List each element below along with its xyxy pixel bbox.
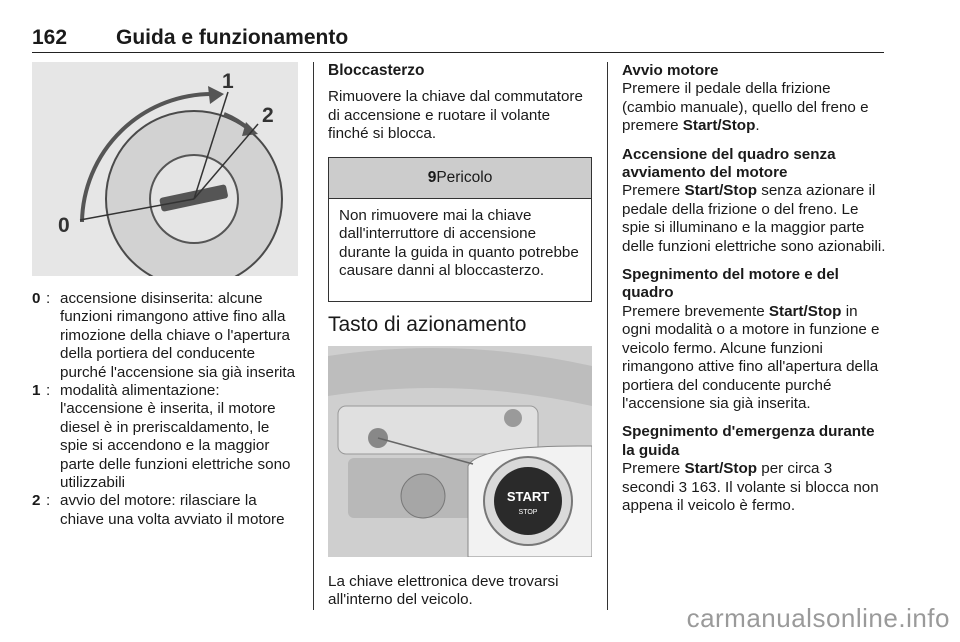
list-item [32, 290, 298, 382]
text-run: in ogni modalità o a motore in funzione e veicolo fermo. Alcune funzioni rimangono attive fino all'apertura della portiera del conducente purché l'accensione sia già inserita. [622, 302, 880, 412]
position-description: modalità alimentazione: l'accensione è inserita, il motore diesel è in preriscaldamento, le spie si accendono e la maggior parte delle funzioni elettriche sono utilizzabili [60, 382, 291, 492]
button-reference: Start/Stop [684, 182, 758, 200]
warning-text: Non rimuovere mai la chiave dall'interruttore di accensione durante la guida in quanto potrebbe causare danni al bloccasterzo. [339, 207, 579, 280]
warning-box [328, 157, 592, 302]
separator: : [46, 382, 51, 400]
position-key: 2 [32, 492, 41, 510]
list-item [32, 382, 298, 492]
text-run: Premere brevemente [622, 302, 769, 320]
page-title: Guida e funzionamento [116, 26, 349, 49]
separator: : [46, 492, 51, 510]
paragraph-text [622, 80, 888, 135]
position-description: accensione disinserita: alcune funzioni rimangono attive fino alla rimozione della chiave o l'apertura della portiera del conducente purché l'accensione sia già inserita [60, 290, 296, 381]
position-description: avvio del motore: rilasciare la chiave una volta avviato il motore [60, 492, 285, 528]
separator: : [46, 290, 51, 307]
section-heading-large: Tasto di azionamento [328, 313, 527, 336]
button-reference: Start/Stop [768, 302, 842, 320]
button-reference: Start/Stop [682, 117, 756, 135]
knob-shape [504, 409, 522, 427]
text-run: Premere il pedale della frizione (cambio manuale), quello del freno e premere [622, 80, 869, 135]
page-header [32, 26, 884, 53]
watermark: carmanualsonline.info [686, 603, 950, 633]
text-run: Premere [622, 182, 685, 200]
paragraph-heading: Spegnimento del motore e del quadro [622, 266, 839, 302]
dashboard-illustration [328, 346, 592, 557]
paragraph-heading: Spegnimento d'emergenza durante la guida [622, 423, 875, 459]
ignition-switch-figure [32, 62, 298, 276]
warning-title: Pericolo [436, 169, 493, 186]
paragraph-text [622, 460, 888, 515]
page-reference-icon: 3 [678, 478, 688, 496]
button-reference: Start/Stop [684, 460, 758, 478]
position-key: 1 [32, 382, 41, 400]
text-run: 163. Il volante si blocca non appena il veicolo è fermo. [622, 478, 879, 514]
figure-caption: La chiave elettronica deve trovarsi all'interno del veicolo. [328, 573, 559, 609]
dial-shape [401, 474, 445, 518]
figure-label-0: 0 [58, 214, 70, 237]
column-divider [607, 62, 608, 610]
page-number: 162 [32, 26, 68, 49]
ignition-positions-list [32, 290, 298, 529]
section-text: Rimuovere la chiave dal commutatore di accensione e ruotare il volante finché si blocca. [328, 88, 583, 143]
right-column [622, 62, 888, 525]
warning-title-bar [329, 158, 591, 199]
list-item [32, 492, 298, 529]
position-key: 0 [32, 290, 41, 307]
text-run: per circa 3 secondi [622, 460, 833, 496]
column-divider [313, 62, 314, 610]
text-run: . [755, 117, 760, 135]
start-label: START [506, 489, 550, 504]
start-button-figure [328, 346, 592, 557]
section-heading: Bloccasterzo [328, 62, 425, 79]
paragraph-text [622, 303, 888, 413]
ignition-switch-illustration [32, 62, 298, 276]
paragraph-text [622, 182, 888, 256]
warning-icon: 9 [427, 169, 437, 186]
figure-label-2: 2 [262, 104, 274, 127]
text-run: senza azionare il pedale della frizione o del freno. Le spie si illuminano e la maggior parte delle funzioni elettriche sono azionabili. [622, 182, 886, 255]
figure-label-1: 1 [222, 70, 234, 93]
stop-label: STOP [518, 509, 538, 516]
paragraph-heading: Avvio motore [622, 62, 719, 79]
bloccasterzo-section [328, 62, 592, 144]
paragraph-heading: Accensione del quadro senza avviamento del motore [622, 145, 836, 182]
text-run: Premere [622, 460, 685, 478]
